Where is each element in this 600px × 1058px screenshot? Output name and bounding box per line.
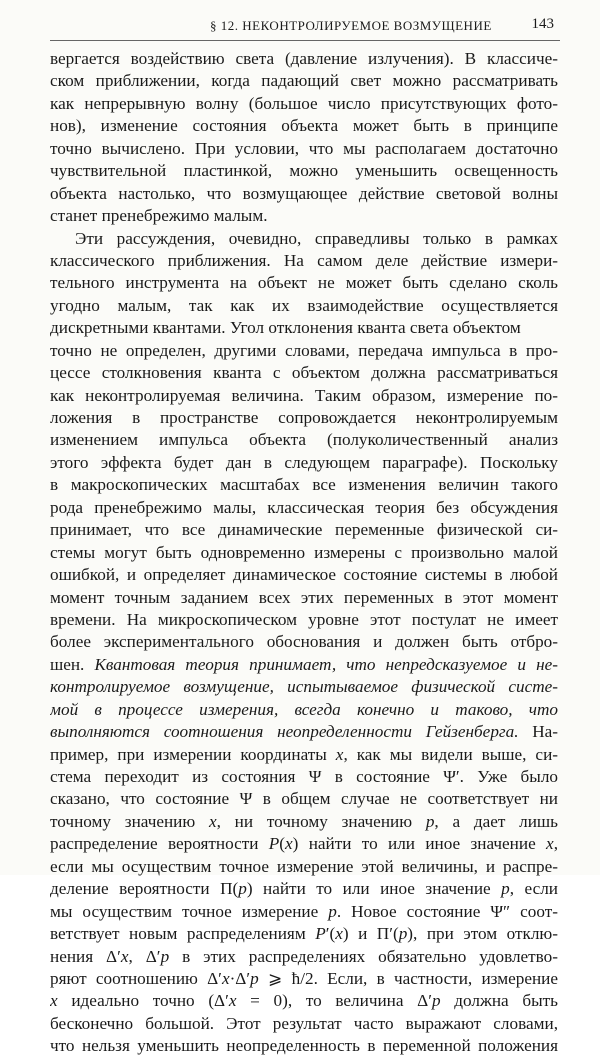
text-segment: ) и Π′(: [342, 924, 399, 944]
italic-text: x: [221, 968, 230, 988]
text-segment: должна быть: [440, 991, 558, 1011]
italic-text: x: [335, 924, 343, 944]
text-segment: ) найти то или иное значение: [292, 834, 547, 854]
text-line: что нельзя уменьшить неопределенность в переменной положения: [50, 1036, 558, 1056]
text-segment: , а дает лишь: [434, 811, 558, 831]
italic-text: выполняются соотношения неопределенности Гейзенберга.: [50, 722, 519, 742]
text-segment: шен.: [50, 654, 95, 674]
text-line: ложения в пространстве сопровождается неконтролируемым: [50, 408, 558, 427]
italic-text: p: [250, 968, 259, 988]
text-segment: точному значению: [50, 811, 209, 831]
text-segment: идеально точно (Δ′: [57, 991, 229, 1011]
text-line: времени. На микроскопическом уровне этот постулат не имеет: [50, 609, 558, 629]
italic-text: x: [208, 811, 217, 831]
text-segment: распределение вероятности: [50, 834, 269, 854]
text-line: сказано, что состояние Ψ в общем случае не соответствует ни: [50, 789, 558, 809]
text-segment: , Δ′: [128, 946, 161, 966]
text-line: [50, 833, 558, 855]
text-segment: нения Δ′: [50, 946, 121, 966]
text-line: бесконечно большой. Этот результат часто выражают словами,: [50, 1013, 558, 1033]
running-head: [50, 16, 562, 38]
italic-text: x: [50, 991, 58, 1011]
page-number: 143: [531, 16, 554, 32]
text-line: ошибкой, и определяет динамическое состояние системы в любой: [50, 565, 558, 585]
italic-text: p: [238, 879, 247, 899]
italic-text: p: [431, 991, 441, 1011]
text-line: более экспериментального обоснования и должен быть отбро-: [50, 632, 558, 652]
text-segment: . Новое состояние Ψ″ соот-: [336, 901, 558, 921]
text-line: [50, 811, 558, 833]
text-segment: , ни точному значению: [216, 811, 426, 831]
body-text: [50, 48, 558, 1058]
text-line: стемы могут быть одновременно измерены с произвольно малой: [50, 542, 558, 562]
text-line: мой в процессе измерения, всегда конечно и таково, что: [50, 699, 558, 719]
text-segment: ряют соотношению Δ′: [50, 968, 222, 988]
text-segment: На-: [518, 722, 558, 742]
text-line: [50, 878, 558, 900]
text-line: в макроскопических масштабах все изменения величин такого: [50, 475, 558, 495]
text-line: принимает, что все динамические переменные физической си-: [50, 520, 558, 540]
text-line: стема переходит из состояния Ψ в состояние Ψ′. Уже было: [50, 767, 558, 786]
text-line: дискретными квантами. Угол отклонения кванта света объектом: [50, 318, 521, 338]
italic-text: p: [425, 811, 435, 831]
italic-text: x: [120, 946, 129, 966]
italic-text: x: [285, 834, 293, 854]
text-line: станет пренебрежимо малым.: [50, 206, 268, 226]
italic-text: p: [160, 946, 170, 966]
text-segment: ′(: [325, 924, 336, 944]
text-line: как неконтролируемая величина. Таким образом, измерение по-: [50, 385, 558, 405]
text-line: момент точным заданием всех этих переменных в этот момент: [50, 587, 558, 607]
header-rule: [50, 40, 560, 41]
italic-text: x: [228, 991, 237, 1011]
text-line: Эти рассуждения, очевидно, справедливы только в рамках: [75, 228, 558, 248]
text-line: [50, 721, 558, 743]
text-line: [50, 968, 558, 990]
italic-text: P: [268, 834, 280, 854]
text-line: если мы осуществим точное измерение этой величины, и распре-: [50, 856, 558, 876]
text-line: изменением импульса объекта (полуколичественный анализ: [50, 430, 558, 450]
italic-text: x: [335, 744, 344, 764]
italic-text: P: [315, 924, 326, 944]
text-line: [50, 990, 558, 1012]
text-segment: ·Δ′: [229, 968, 251, 988]
text-line: [50, 923, 558, 945]
italic-text: x: [546, 834, 554, 854]
text-segment: деление вероятности Π(: [50, 879, 239, 899]
text-segment: в этих распределениях обязательно удовлетво-: [169, 946, 558, 966]
text-segment: ⩾ ħ/2. Если, в частности, измерение: [258, 968, 558, 988]
text-line: нов), изменение состояния объекта может быть в принципе: [50, 116, 558, 136]
text-segment: ) найти то или иное значение: [246, 879, 502, 899]
running-title: § 12. НЕКОНТРОЛИРУЕМОЕ ВОЗМУЩЕНИЕ: [210, 18, 492, 33]
text-line: классического приближения. На самом деле действие измери-: [50, 250, 558, 270]
text-segment: ,: [553, 834, 558, 854]
text-line: точно не определен, другими словами, передача импульса в про-: [50, 340, 558, 360]
text-line: чувствительной пластинкой, можно уменьшить освещенность: [50, 161, 558, 181]
italic-text: Квантовая теория принимает, что непредсказуемое и не-: [94, 654, 558, 674]
text-line: точно вычислено. При условии, что мы располагаем достаточно: [50, 138, 558, 158]
text-segment: , если: [509, 879, 558, 899]
text-line: [50, 744, 558, 766]
text-line: [50, 946, 558, 968]
italic-text: p: [328, 901, 337, 921]
text-segment: мы осуществим точное измерение: [50, 901, 329, 921]
text-line: этого эффекта будет дан в следующем параграфе). Поскольку: [50, 452, 558, 472]
text-line: вергается воздействию света (давление излучения). В классиче-: [50, 49, 558, 68]
text-line: угодно малым, так как их взаимодействие осуществляется: [50, 295, 558, 315]
text-line: [50, 901, 558, 923]
text-line: цессе столкновения кванта с объектом должна рассматриваться: [50, 363, 558, 383]
text-line: ском приближении, когда падающий свет можно рассматривать: [50, 71, 558, 91]
text-line: рода пренебрежимо малы, классическая теория без обсуждения: [50, 497, 558, 517]
italic-text: p: [398, 924, 408, 944]
text-segment: , как мы видели выше, си-: [343, 744, 558, 764]
italic-text: p: [501, 879, 510, 899]
text-line: контролируемое возмущение, испытываемое физической систе-: [50, 677, 558, 697]
text-line: объекта настолько, что возмущающее действие световой волны: [50, 183, 558, 203]
text-line: как непрерывную волну (большое число присутствующих фото-: [50, 93, 558, 113]
text-segment: = 0), то величина Δ′: [236, 991, 432, 1011]
text-segment: ), при этом отклю-: [407, 924, 558, 944]
text-segment: (: [279, 834, 286, 854]
text-line: [50, 654, 558, 676]
text-segment: пример, при измерении координаты: [50, 744, 336, 764]
text-line: тельного инструмента на объект не может быть сделано сколь: [50, 273, 558, 293]
text-segment: ветствует новым распределениям: [50, 924, 316, 944]
